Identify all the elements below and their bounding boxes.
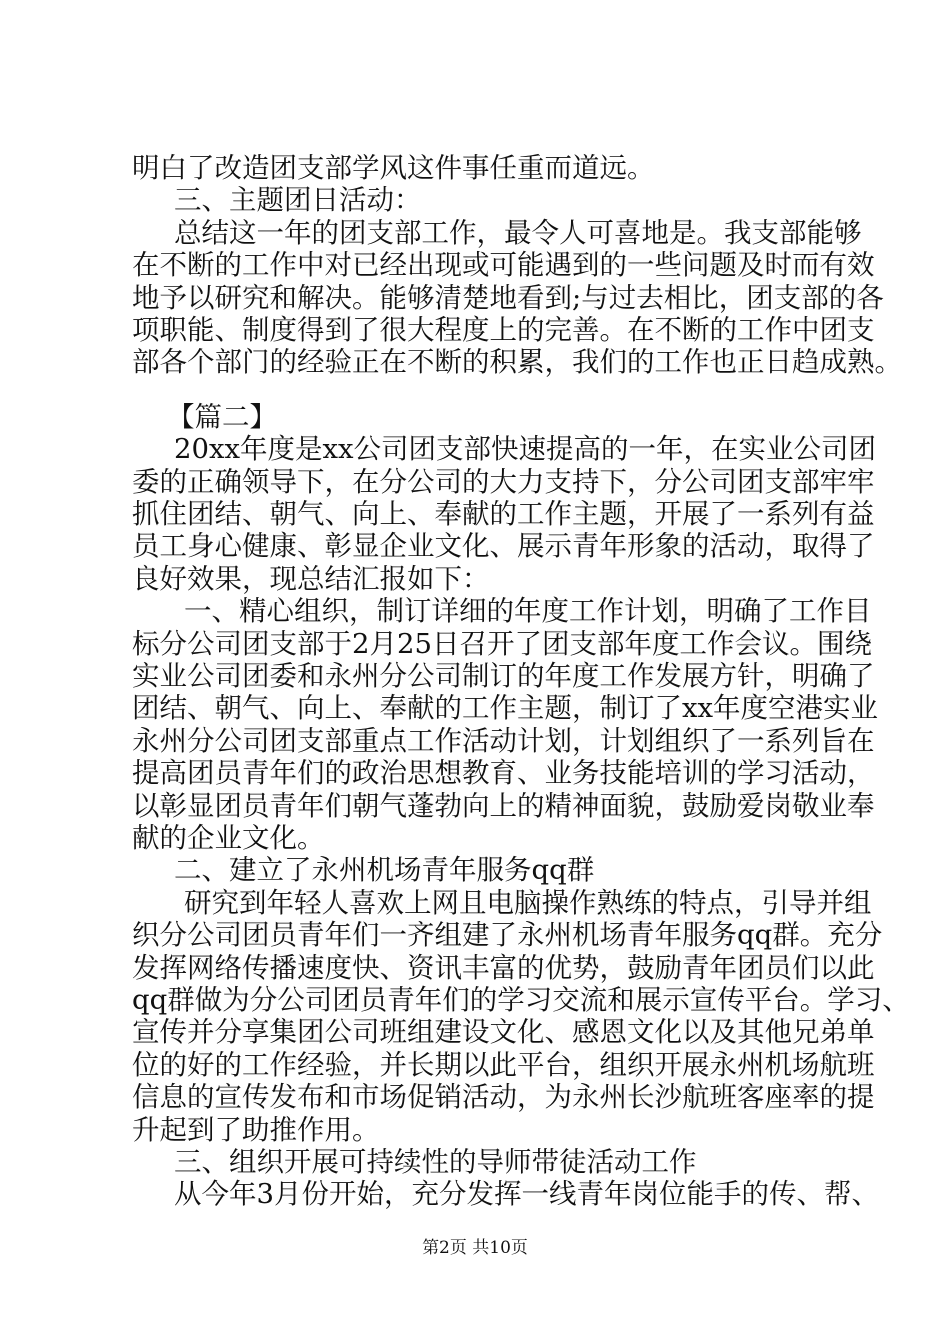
text-line: qq群做为分公司团员青年们的学习交流和展示宣传平台。学习、 [132,984,910,1016]
text-line: 永州分公司团支部重点工作活动计划，计划组织了一系列旨在 [132,724,875,757]
text-line: 三、组织开展可持续性的导师带徒活动工作 [174,1146,697,1178]
text-line: 总结这一年的团支部工作，最令人可喜地是。我支部能够 [174,216,862,249]
text-line: 位的好的工作经验，并长期以此平台，组织开展永州机场航班 [132,1048,875,1081]
text-line: 以彰显团员青年们朝气蓬勃向上的精神面貌，鼓励爱岗敬业奉 [132,789,875,822]
text-line: 在不断的工作中对已经出现或可能遇到的一些问题及时而有效 [132,249,875,282]
text-line: 明白了改造团支部学风这件事任重而道远。 [132,152,655,184]
text-line: 织分公司团员青年们一齐组建了永州机场青年服务qq群。充分 [132,919,883,952]
text-line: 信息的宣传发布和市场促销活动，为永州长沙航班客座率的提 [132,1081,875,1114]
text-line: 研究到年轻人喜欢上网且电脑操作熟练的特点，引导并组 [184,886,872,919]
text-line: 升起到了助推作用。 [132,1113,380,1146]
text-line: 项职能、制度得到了很大程度上的完善。在不断的工作中团支 [132,314,875,346]
text-line: 【篇二】 [167,400,277,433]
text-line: 从今年3月份开始，充分发挥一线青年岗位能手的传、帮、 [174,1178,879,1211]
text-line: 团结、朝气、向上、奉献的工作主题，制订了xx年度空港实业 [132,692,879,725]
text-line: 标分公司团支部于2月25日召开了团支部年度工作会议。围绕 [132,627,872,660]
page-footer: 第2页 共10页 [422,1238,528,1258]
text-line: 献的企业文化。 [132,822,325,854]
text-line: 一、精心组织，制订详细的年度工作计划，明确了工作目 [184,595,872,628]
text-line: 良好效果，现总结汇报如下： [132,562,490,595]
text-line: 员工身心健康、彰显企业文化、展示青年形象的活动，取得了 [132,530,875,563]
text-line: 地予以研究和解决。能够清楚地看到;与过去相比，团支部的各 [132,281,884,314]
text-line: 20xx年度是xx公司团支部快速提高的一年，在实业公司团 [174,433,877,466]
text-line: 抓住团结、朝气、向上、奉献的工作主题，开展了一系列有益 [132,498,875,530]
text-line: 发挥网络传播速度快、资讯丰富的优势，鼓励青年团员们以此 [132,951,875,984]
text-line: 部各个部门的经验正在不断的积累，我们的工作也正日趋成熟。 [132,346,902,379]
text-line: 委的正确领导下，在分公司的大力支持下，分公司团支部牢牢 [132,465,875,498]
text-line: 提高团员青年们的政治思想教育、业务技能培训的学习活动， [132,757,875,790]
text-line: 二、建立了永州机场青年服务qq群 [174,854,595,887]
text-line: 三、主题团日活动： [174,184,422,217]
text-line: 宣传并分享集团公司班组建设文化、感恩文化以及其他兄弟单 [132,1016,875,1049]
text-line: 实业公司团委和永州分公司制订的年度工作发展方针，明确了 [132,660,875,692]
